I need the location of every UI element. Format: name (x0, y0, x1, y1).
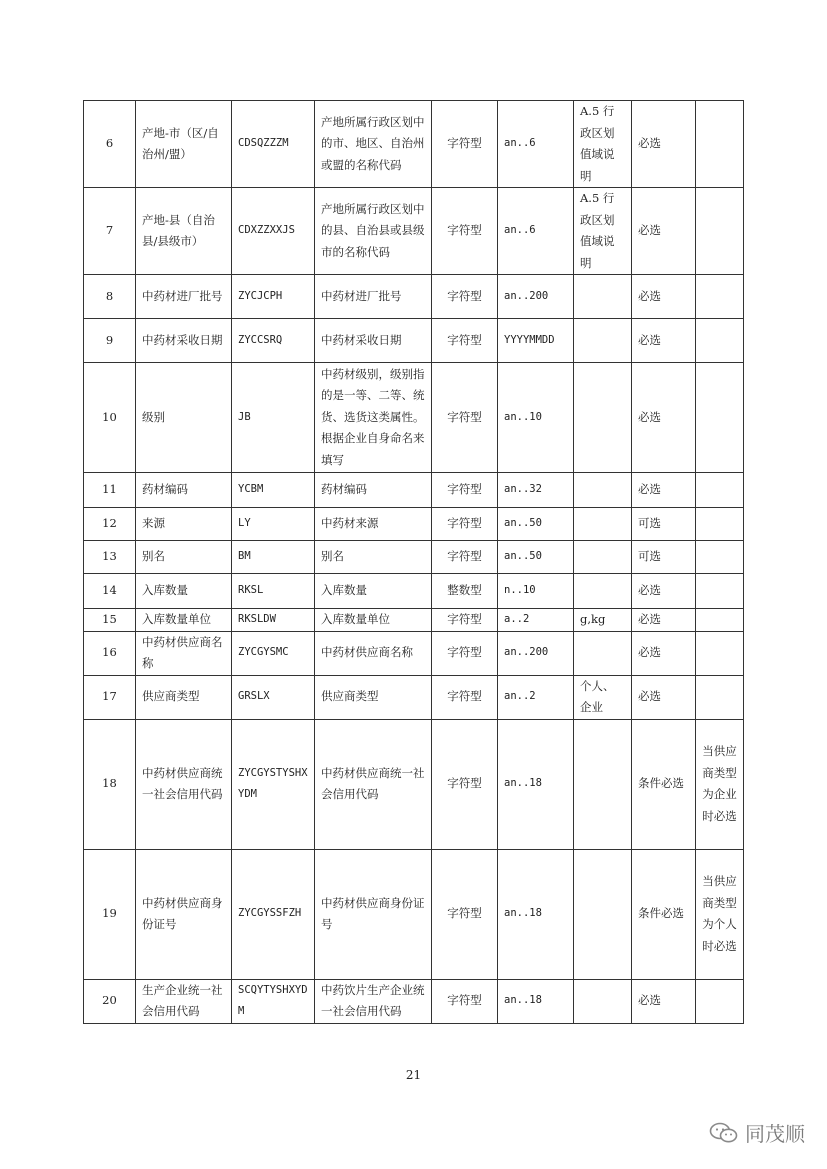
data-format-cell: an..6 (498, 101, 574, 188)
value-range-cell (574, 849, 632, 979)
data-type-cell: 字符型 (432, 849, 498, 979)
field-description-cell: 中药饮片生产企业统一社会信用代码 (315, 979, 432, 1023)
field-name-cell: 药材编码 (136, 473, 232, 508)
field-description-cell: 产地所属行政区划中的市、地区、自治州或盟的名称代码 (315, 101, 432, 188)
row-number-cell: 15 (84, 609, 136, 632)
table-row (84, 319, 744, 363)
field-code-cell: ZYCCSRQ (232, 319, 315, 363)
field-description-cell: 中药材来源 (315, 508, 432, 541)
spec-table (83, 100, 744, 1024)
field-name-cell: 生产企业统一社会信用代码 (136, 979, 232, 1023)
requirement-cell: 可选 (632, 508, 696, 541)
data-type-cell: 字符型 (432, 609, 498, 632)
field-name-cell: 供应商类型 (136, 675, 232, 719)
field-description-cell: 中药材供应商统一社会信用代码 (315, 719, 432, 849)
remark-cell (696, 631, 744, 675)
data-format-cell: an..6 (498, 188, 574, 275)
value-range-cell (574, 508, 632, 541)
data-type-cell: 字符型 (432, 631, 498, 675)
field-description-cell: 入库数量 (315, 574, 432, 609)
field-name-cell: 中药材进厂批号 (136, 275, 232, 319)
row-number-cell: 11 (84, 473, 136, 508)
field-description-cell: 中药材供应商名称 (315, 631, 432, 675)
field-code-cell: GRSLX (232, 675, 315, 719)
watermark (709, 1118, 805, 1147)
row-number-cell: 7 (84, 188, 136, 275)
data-format-cell: an..200 (498, 631, 574, 675)
requirement-cell: 必选 (632, 275, 696, 319)
remark-cell (696, 574, 744, 609)
remark-cell (696, 363, 744, 473)
table-row (84, 609, 744, 632)
data-format-cell: an..50 (498, 508, 574, 541)
value-range-cell (574, 719, 632, 849)
field-description-cell: 供应商类型 (315, 675, 432, 719)
value-range-cell (574, 363, 632, 473)
row-number-cell: 20 (84, 979, 136, 1023)
field-name-cell: 入库数量单位 (136, 609, 232, 632)
field-name-cell: 别名 (136, 541, 232, 574)
data-type-cell: 字符型 (432, 473, 498, 508)
field-description-cell: 入库数量单位 (315, 609, 432, 632)
table-row (84, 275, 744, 319)
data-type-cell: 字符型 (432, 275, 498, 319)
remark-cell (696, 319, 744, 363)
table-row (84, 508, 744, 541)
remark-cell (696, 473, 744, 508)
field-code-cell: CDSQZZZM (232, 101, 315, 188)
requirement-cell: 必选 (632, 473, 696, 508)
requirement-cell: 必选 (632, 675, 696, 719)
field-description-cell: 药材编码 (315, 473, 432, 508)
field-code-cell: JB (232, 363, 315, 473)
row-number-cell: 6 (84, 101, 136, 188)
requirement-cell: 必选 (632, 574, 696, 609)
data-type-cell: 字符型 (432, 979, 498, 1023)
value-range-cell (574, 541, 632, 574)
table-row (84, 101, 744, 188)
field-code-cell: ZYCJCPH (232, 275, 315, 319)
value-range-cell: g,kg (574, 609, 632, 632)
remark-cell (696, 508, 744, 541)
table-row (84, 849, 744, 979)
page-number: 21 (405, 1068, 422, 1082)
remark-cell (696, 979, 744, 1023)
data-format-cell: YYYYMMDD (498, 319, 574, 363)
row-number-cell: 19 (84, 849, 136, 979)
remark-cell (696, 609, 744, 632)
field-description-cell: 中药材供应商身份证号 (315, 849, 432, 979)
field-code-cell: ZYCGYSMC (232, 631, 315, 675)
requirement-cell: 必选 (632, 319, 696, 363)
requirement-cell: 可选 (632, 541, 696, 574)
data-type-cell: 字符型 (432, 508, 498, 541)
requirement-cell: 必选 (632, 363, 696, 473)
data-type-cell: 字符型 (432, 101, 498, 188)
table-row (84, 363, 744, 473)
table-row (84, 473, 744, 508)
value-range-cell: A.5 行政区划值域说明 (574, 188, 632, 275)
row-number-cell: 13 (84, 541, 136, 574)
data-format-cell: an..200 (498, 275, 574, 319)
requirement-cell: 必选 (632, 631, 696, 675)
requirement-cell: 必选 (632, 188, 696, 275)
requirement-cell: 必选 (632, 609, 696, 632)
field-name-cell: 产地-市（区/自治州/盟） (136, 101, 232, 188)
field-name-cell: 产地-县（自治县/县级市） (136, 188, 232, 275)
requirement-cell: 条件必选 (632, 719, 696, 849)
data-format-cell: an..18 (498, 849, 574, 979)
row-number-cell: 14 (84, 574, 136, 609)
field-name-cell: 中药材采收日期 (136, 319, 232, 363)
remark-cell (696, 101, 744, 188)
data-format-cell: an..2 (498, 675, 574, 719)
data-format-cell: an..18 (498, 719, 574, 849)
field-name-cell: 中药材供应商身份证号 (136, 849, 232, 979)
field-code-cell: SCQYTYSHXYDM (232, 979, 315, 1023)
value-range-cell (574, 319, 632, 363)
field-code-cell: YCBM (232, 473, 315, 508)
value-range-cell (574, 631, 632, 675)
field-name-cell: 来源 (136, 508, 232, 541)
row-number-cell: 18 (84, 719, 136, 849)
row-number-cell: 16 (84, 631, 136, 675)
field-name-cell: 级别 (136, 363, 232, 473)
value-range-cell: A.5 行政区划值域说明 (574, 101, 632, 188)
requirement-cell: 必选 (632, 101, 696, 188)
data-format-cell: an..18 (498, 979, 574, 1023)
data-type-cell: 字符型 (432, 675, 498, 719)
data-format-cell: an..32 (498, 473, 574, 508)
remark-cell: 当供应商类型为个人时必选 (696, 849, 744, 979)
watermark-text: 同茂顺 (745, 1122, 805, 1146)
field-description-cell: 产地所属行政区划中的县、自治县或县级市的名称代码 (315, 188, 432, 275)
data-type-cell: 字符型 (432, 719, 498, 849)
field-description-cell: 中药材采收日期 (315, 319, 432, 363)
table-row (84, 979, 744, 1023)
data-type-cell: 字符型 (432, 319, 498, 363)
table-row (84, 631, 744, 675)
field-name-cell: 中药材供应商统一社会信用代码 (136, 719, 232, 849)
data-format-cell: n..10 (498, 574, 574, 609)
value-range-cell (574, 275, 632, 319)
remark-cell (696, 541, 744, 574)
field-code-cell: LY (232, 508, 315, 541)
data-format-cell: a..2 (498, 609, 574, 632)
field-code-cell: BM (232, 541, 315, 574)
field-code-cell: RKSL (232, 574, 315, 609)
table-body (84, 101, 744, 1024)
data-type-cell: 整数型 (432, 574, 498, 609)
value-range-cell (574, 979, 632, 1023)
table-row (84, 574, 744, 609)
remark-cell: 当供应商类型为企业时必选 (696, 719, 744, 849)
data-format-cell: an..50 (498, 541, 574, 574)
requirement-cell: 条件必选 (632, 849, 696, 979)
data-format-cell: an..10 (498, 363, 574, 473)
table-row (84, 541, 744, 574)
data-type-cell: 字符型 (432, 541, 498, 574)
wechat-icon (709, 1121, 739, 1145)
field-description-cell: 中药材级别，级别指的是一等、二等、统货、选货这类属性。根据企业自身命名来填写 (315, 363, 432, 473)
row-number-cell: 10 (84, 363, 136, 473)
remark-cell (696, 675, 744, 719)
value-range-cell (574, 473, 632, 508)
row-number-cell: 9 (84, 319, 136, 363)
field-name-cell: 中药材供应商名称 (136, 631, 232, 675)
field-name-cell: 入库数量 (136, 574, 232, 609)
row-number-cell: 17 (84, 675, 136, 719)
data-type-cell: 字符型 (432, 363, 498, 473)
remark-cell (696, 275, 744, 319)
row-number-cell: 8 (84, 275, 136, 319)
data-type-cell: 字符型 (432, 188, 498, 275)
value-range-cell: 个人、企业 (574, 675, 632, 719)
row-number-cell: 12 (84, 508, 136, 541)
field-code-cell: ZYCGYSTYSHXYDM (232, 719, 315, 849)
field-code-cell: ZYCGYSSFZH (232, 849, 315, 979)
field-code-cell: CDXZZXXJS (232, 188, 315, 275)
table-row (84, 675, 744, 719)
field-code-cell: RKSLDW (232, 609, 315, 632)
table-row (84, 719, 744, 849)
value-range-cell (574, 574, 632, 609)
remark-cell (696, 188, 744, 275)
field-description-cell: 中药材进厂批号 (315, 275, 432, 319)
field-description-cell: 别名 (315, 541, 432, 574)
requirement-cell: 必选 (632, 979, 696, 1023)
table-row (84, 188, 744, 275)
